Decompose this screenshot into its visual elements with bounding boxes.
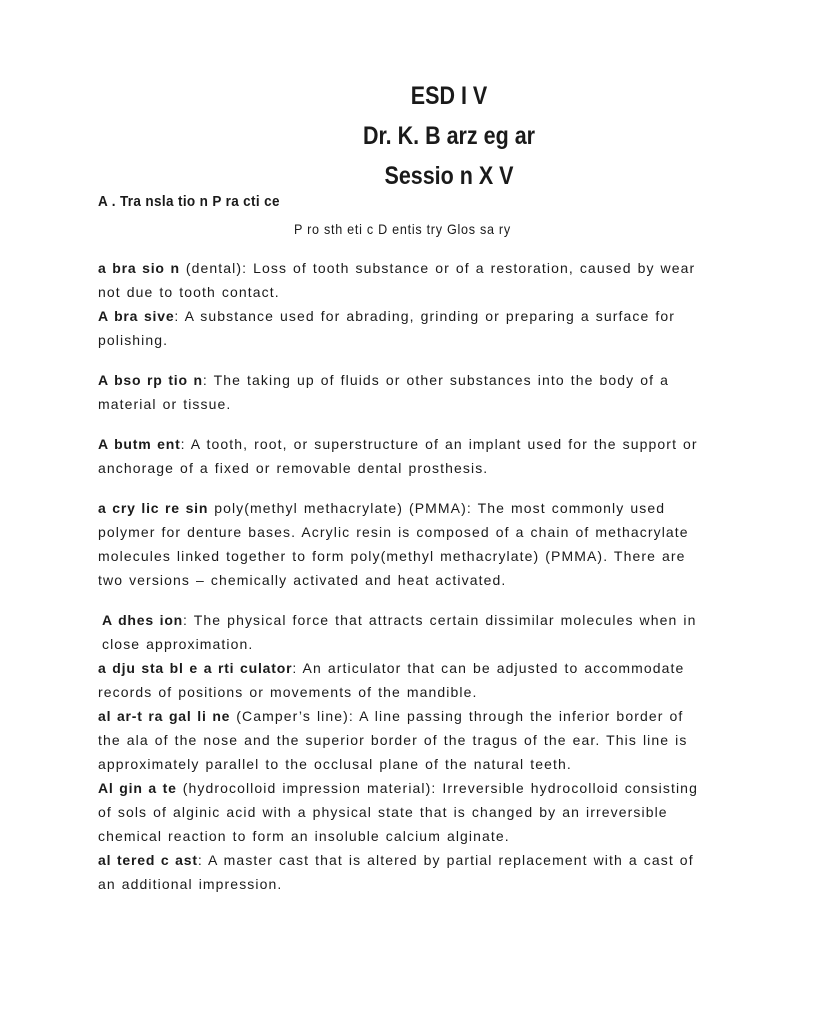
instructor-name: Dr. K. B arz eg ar <box>362 122 536 150</box>
glossary-term: al ar-t ra gal li ne <box>98 708 231 724</box>
glossary-term: a dju sta bl e a rti culator <box>98 660 293 676</box>
glossary-term: A bra sive <box>98 308 175 324</box>
glossary-definition: (hydrocolloid impression material): Irreversible hydrocolloid consisting of sols of alginic acid with a physical state that is changed by an irreversible chemical reaction to form an insoluble calcium alginate. <box>98 780 698 844</box>
glossary-entry-adhesion <box>98 608 710 656</box>
glossary-definition: : The taking up of fluids or other substances into the body of a material or tissue. <box>98 372 669 412</box>
glossary-term: A dhes ion <box>102 612 184 628</box>
glossary-entry-abutment <box>98 432 710 480</box>
glossary-definition: poly(methyl methacrylate) (PMMA): The most commonly used polymer for denture bases. Acrylic resin is composed of a chain of methacrylate molecules linked together to form poly(methyl methacrylate) (PMMA). There are two versions – chemically activated and heat activated. <box>98 500 689 588</box>
session-title: Sessio n X V <box>384 162 514 190</box>
glossary-definition: : An articulator that can be adjusted to accommodate records of positions or movements of the mandible. <box>98 660 685 700</box>
glossary-term: a bra sio n <box>98 260 180 276</box>
glossary-term: al tered c ast <box>98 852 198 868</box>
glossary-definition: : A substance used for abrading, grinding or preparing a surface for polishing. <box>98 308 676 348</box>
glossary-term: A butm ent <box>98 436 181 452</box>
glossary-entry-absorption <box>98 368 710 416</box>
glossary-entry-adjustable-articulator <box>98 656 710 704</box>
glossary-term: A bso rp tio n <box>98 372 203 388</box>
glossary-definition: : A tooth, root, or superstructure of an implant used for the support or anchorage of a fixed or removable dental prosthesis. <box>98 436 698 476</box>
glossary-entries <box>98 256 710 896</box>
glossary-entry-altered-cast <box>98 848 710 896</box>
glossary-entry-alginate <box>98 776 710 848</box>
section-title: A . Tra nsla tio n P ra cti ce <box>98 193 280 210</box>
glossary-definition: : The physical force that attracts certain dissimilar molecules when in close approximation. <box>102 612 697 652</box>
glossary-term: a cry lic re sin <box>98 500 209 516</box>
glossary-definition: (dental): Loss of tooth substance or of a restoration, caused by wear not due to tooth contact. <box>98 260 696 300</box>
document-header <box>0 76 816 196</box>
glossary-definition: : A master cast that is altered by partial replacement with a cast of an additional impression. <box>98 852 694 892</box>
glossary-term: Al gin a te <box>98 780 177 796</box>
glossary-entry-acrylic-resin <box>98 496 710 592</box>
glossary-entry-abrasive <box>98 304 710 352</box>
glossary-definition: (Camper’s line): A line passing through the inferior border of the ala of the nose and the superior border of the tragus of the ear. This line is approximately parallel to the occlusal plane of the natural teeth. <box>98 708 688 772</box>
glossary-entry-alar-tragal-line <box>98 704 710 776</box>
glossary-title: P ro sth eti c D entis try Glos sa ry <box>294 221 511 237</box>
glossary-entry-abrasion <box>98 256 710 304</box>
course-title: ESD I V <box>410 82 488 110</box>
